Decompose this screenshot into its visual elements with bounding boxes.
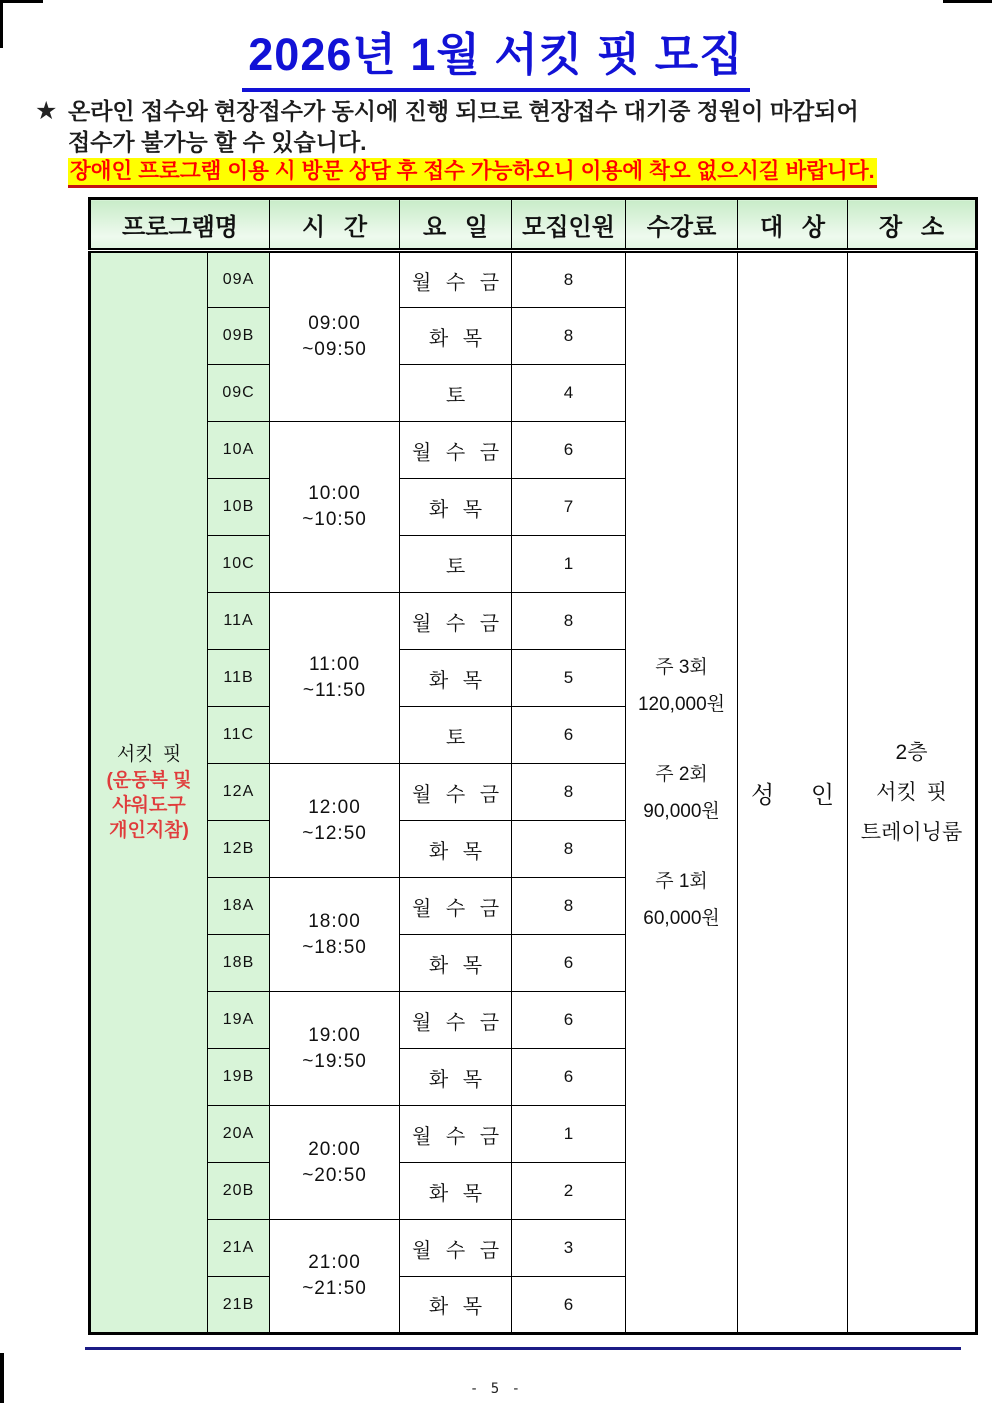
capacity-cell: 6 (512, 707, 626, 764)
time-end: ~19:50 (302, 1050, 367, 1072)
class-code-cell: 11A (208, 593, 270, 650)
class-code-cell: 20B (208, 1163, 270, 1220)
days-cell: 화 목 (400, 308, 512, 365)
time-cell (270, 992, 400, 1106)
class-code-cell: 09C (208, 365, 270, 422)
class-code-cell: 18B (208, 935, 270, 992)
days-cell: 월 수 금 (400, 992, 512, 1049)
days-cell: 월 수 금 (400, 764, 512, 821)
time-start: 09:00 (308, 313, 361, 334)
days-cell: 화 목 (400, 479, 512, 536)
capacity-cell: 8 (512, 764, 626, 821)
time-cell (270, 1106, 400, 1220)
column-header: 모집인원 (512, 199, 626, 251)
capacity-cell: 6 (512, 935, 626, 992)
star-bullet-icon: ★ (35, 97, 58, 125)
class-code-cell: 12B (208, 821, 270, 878)
class-code-cell: 19A (208, 992, 270, 1049)
days-cell: 토 (400, 536, 512, 593)
column-header: 대 상 (738, 199, 848, 251)
capacity-cell: 6 (512, 992, 626, 1049)
time-end: ~11:50 (302, 680, 367, 701)
crop-mark-top-left-horizontal (0, 0, 43, 3)
fee-line: 120,000원 (637, 693, 726, 715)
days-cell: 화 목 (400, 1277, 512, 1334)
days-cell: 화 목 (400, 1049, 512, 1106)
days-cell: 월 수 금 (400, 422, 512, 479)
capacity-cell: 8 (512, 593, 626, 650)
fee-gap (626, 723, 737, 756)
time-start: 12:00 (308, 796, 361, 818)
column-header: 수강료 (626, 199, 738, 251)
fee-line: 주 3회 (655, 656, 708, 678)
class-code-cell: 19B (208, 1049, 270, 1106)
time-cell (270, 593, 400, 764)
capacity-cell: 7 (512, 479, 626, 536)
schedule-table (88, 197, 978, 1335)
class-code-cell: 10A (208, 422, 270, 479)
capacity-cell: 2 (512, 1163, 626, 1220)
program-name-cell (90, 251, 208, 1334)
class-code-cell: 12A (208, 764, 270, 821)
fee-line: 90,000원 (643, 800, 720, 822)
column-header: 시 간 (270, 199, 400, 251)
time-start: 21:00 (308, 1252, 361, 1273)
time-end: ~12:50 (302, 822, 367, 844)
time-end: ~18:50 (302, 936, 367, 958)
class-code-cell: 18A (208, 878, 270, 935)
class-code-cell: 10B (208, 479, 270, 536)
days-cell: 월 수 금 (400, 878, 512, 935)
program-note-line: 개인지참) (109, 820, 189, 841)
program-note-line: 샤워도구 (112, 795, 186, 816)
class-code-cell: 11C (208, 707, 270, 764)
class-code-cell: 09B (208, 308, 270, 365)
page-number: - 5 - (469, 1381, 523, 1397)
class-code-cell: 10C (208, 536, 270, 593)
capacity-cell: 8 (512, 878, 626, 935)
fee-cell (626, 251, 738, 1334)
time-end: ~09:50 (302, 339, 367, 360)
capacity-cell: 4 (512, 365, 626, 422)
class-code-cell: 11B (208, 650, 270, 707)
capacity-cell: 6 (512, 1049, 626, 1106)
time-end: ~10:50 (302, 509, 367, 530)
days-cell: 화 목 (400, 935, 512, 992)
class-row (90, 251, 977, 308)
time-start: 10:00 (308, 483, 361, 504)
days-cell: 월 수 금 (400, 1106, 512, 1163)
days-cell: 월 수 금 (400, 251, 512, 308)
program-note-line: (운동복 및 (106, 770, 192, 791)
fee-line: 주 1회 (655, 870, 708, 892)
crop-mark-top-right (943, 0, 992, 3)
capacity-cell: 6 (512, 1277, 626, 1334)
footer-divider (85, 1347, 961, 1350)
days-cell: 화 목 (400, 1163, 512, 1220)
place-cell (848, 251, 977, 1334)
disabled-program-warning: 장애인 프로그램 이용 시 방문 상담 후 접수 가능하오니 이용에 착오 없으시길 바랍니다. (68, 158, 877, 188)
fee-gap (626, 830, 737, 863)
notice-line-1: 온라인 접수와 현장접수가 동시에 진행 되므로 현장접수 대기중 정원이 마감되어 (68, 98, 859, 124)
place-line: 서킷 핏 (876, 780, 947, 804)
schedule-table-body (90, 251, 977, 1334)
column-header: 장 소 (848, 199, 977, 251)
program-name: 서킷 핏 (116, 744, 182, 765)
place-line: 트레이닝룸 (860, 820, 963, 844)
schedule-table-header (90, 199, 977, 251)
capacity-cell: 1 (512, 536, 626, 593)
capacity-cell: 3 (512, 1220, 626, 1277)
fee-line: 주 2회 (655, 763, 708, 785)
registration-notice (35, 96, 965, 158)
column-header: 프로그램명 (90, 199, 270, 251)
time-start: 20:00 (308, 1138, 361, 1160)
header-row (90, 199, 977, 251)
days-cell: 토 (400, 707, 512, 764)
days-cell: 화 목 (400, 821, 512, 878)
time-cell (270, 422, 400, 593)
time-cell (270, 251, 400, 422)
place-line: 2층 (895, 740, 928, 764)
fee-line: 60,000원 (643, 907, 720, 929)
time-start: 18:00 (308, 910, 361, 932)
time-start: 19:00 (308, 1024, 361, 1046)
capacity-cell: 5 (512, 650, 626, 707)
class-code-cell: 20A (208, 1106, 270, 1163)
capacity-cell: 8 (512, 251, 626, 308)
column-header: 요 일 (400, 199, 512, 251)
days-cell: 월 수 금 (400, 593, 512, 650)
time-cell (270, 764, 400, 878)
class-code-cell: 21A (208, 1220, 270, 1277)
time-cell (270, 878, 400, 992)
days-cell: 화 목 (400, 650, 512, 707)
time-end: ~20:50 (302, 1164, 367, 1186)
days-cell: 토 (400, 365, 512, 422)
capacity-cell: 8 (512, 308, 626, 365)
time-start: 11:00 (308, 654, 361, 675)
time-cell (270, 1220, 400, 1334)
capacity-cell: 6 (512, 422, 626, 479)
capacity-cell: 1 (512, 1106, 626, 1163)
days-cell: 월 수 금 (400, 1220, 512, 1277)
class-code-cell: 21B (208, 1277, 270, 1334)
target-cell: 성 인 (738, 251, 848, 1334)
notice-line-2: 접수가 불가능 할 수 있습니다. (68, 129, 367, 155)
time-end: ~21:50 (302, 1278, 367, 1299)
capacity-cell: 8 (512, 821, 626, 878)
page-title: 2026년 1월 서킷 핏 모집 (242, 18, 749, 92)
class-code-cell: 09A (208, 251, 270, 308)
